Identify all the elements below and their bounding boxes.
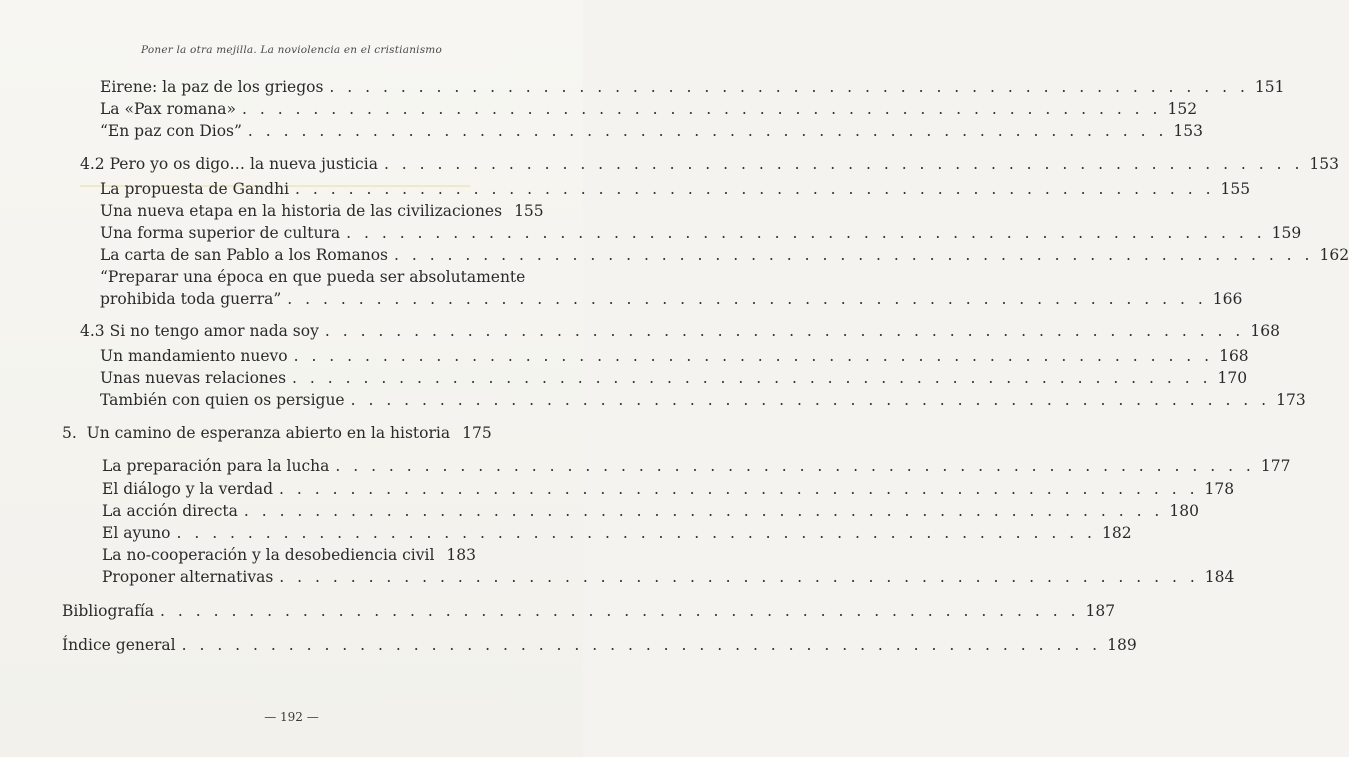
toc-entry-page: 183 [446, 546, 477, 564]
toc-entry-page: 180 [1169, 502, 1199, 520]
toc-backmatter-entry [62, 600, 1116, 622]
leader-dots: . . . . . . . . . . . . . . . . . . . . . . . . . . . . . . . . . . . . . . . . . . . . . . . . . . . . [243, 502, 1164, 520]
leader-dots: . . . . . . . . . . . . . . . . . . . . . . . . . . . . . . . . . . . . . . . . . . . . . . . . . . . . [176, 524, 1096, 542]
toc-entry-label: Índice general [62, 636, 176, 654]
leader-dots: . . . . . . . . . . . . . . . . . . . . . . . . . . . . . . . . . . . . . . . . . . . . . . . . . . . . [287, 290, 1207, 308]
toc-entry-label: Una nueva etapa en la historia de las civilizaciones [100, 202, 503, 220]
toc-entry-label: Unas nuevas relaciones [100, 369, 287, 387]
toc-entry [100, 345, 1249, 367]
leader-dots: . . . . . . . . . . . . . . . . . . . . . . . . . . . . . . . . . . . . . . . . . . . . . . . . . . . . [293, 347, 1214, 365]
toc-entry [100, 120, 1203, 142]
toc-entry-label: Una forma superior de cultura [100, 224, 341, 242]
toc-entry [102, 544, 477, 566]
toc-entry-label-line1: “Preparar una época en que pueda ser absolutamente [100, 268, 526, 286]
toc-entry [102, 478, 1235, 500]
leader-dots: . . . . . . . . . . . . . . . . . . . . . . . . . . . . . . . . . . . . . . . . . . . . . . . . . . . . [279, 568, 1199, 586]
toc-entry-label: prohibida toda guerra” [100, 290, 282, 308]
toc-entry-label: 4.3 Si no tengo amor nada soy [80, 322, 319, 340]
toc-entry-page: 187 [1085, 602, 1116, 620]
toc-entry [102, 455, 1291, 477]
leader-dots: . . . . . . . . . . . . . . . . . . . . . . . . . . . . . . . . . . . . . . . . . . . . . . . . . . . . [295, 180, 1215, 198]
toc-entry-label: El diálogo y la verdad [102, 480, 274, 498]
leader-dots: . . . . . . . . . . . . . . . . . . . . . . . . . . . . . . . . . . . . . . . . . . . . . . . . . . . . [324, 322, 1245, 340]
leader-dots: . . . . . . . . . . . . . . . . . . . . . . . . . . . . . . . . . . . . . . . . . . . . . . . . . . . . [292, 369, 1212, 387]
toc-entry-page: 166 [1212, 290, 1243, 308]
toc-entry [102, 522, 1132, 544]
leader-dots: . . . . . . . . . . . . . . . . . . . . . . . . . . . . . . . . . . . . . . . . . . . . . . . . . . . . [350, 391, 1271, 409]
toc-entry-page: 153 [1173, 122, 1203, 140]
toc-entry-label: La acción directa [102, 502, 238, 520]
leader-dots: . . . . . . . . . . . . . . . . . . . . . . . . . . . . . . . . . . . . . . . . . . . . . . . . . . . . [241, 100, 1162, 118]
page-number: — 192 — [264, 710, 319, 724]
toc-entry-page: 168 [1250, 322, 1280, 340]
toc-entry-label: El ayuno [102, 524, 171, 542]
toc-entry-label: La carta de san Pablo a los Romanos [100, 246, 388, 264]
toc-entry [100, 288, 1243, 310]
leader-dots: . . . . . . . . . . . . . . . . . . . . . . . . . . . . . . . . . . . . . . . . . . . . . . . . . . . . [279, 480, 1199, 498]
toc-entry [100, 200, 544, 222]
leader-dots: . . . . . . . . . . . . . . . . . . . . . . . . . . . . . . . . . . . . . . . . . . . . . . . . . . . . [346, 224, 1266, 242]
toc-entry [102, 566, 1235, 588]
toc-entry-page: 182 [1101, 524, 1132, 542]
toc-entry-page: 152 [1167, 100, 1198, 118]
toc-entry-page: 175 [462, 424, 492, 442]
toc-entry [102, 500, 1199, 522]
toc-entry-label: Proponer alternativas [102, 568, 274, 586]
toc-entry-label: “En paz con Dios” [100, 122, 242, 140]
toc-entry-page: 173 [1276, 391, 1306, 409]
toc-entry-label: También con quien os persigue [100, 391, 345, 409]
toc-entry-label: 4.2 Pero yo os digo… la nueva justicia [80, 155, 378, 173]
toc-entry-page: 178 [1204, 480, 1235, 498]
toc-entry-page: 162 [1319, 246, 1349, 264]
toc-entry-label: 5. Un camino de esperanza abierto en la historia [62, 424, 451, 442]
toc-entry-label: Eirene: la paz de los griegos [100, 78, 324, 96]
leader-dots: . . . . . . . . . . . . . . . . . . . . . . . . . . . . . . . . . . . . . . . . . . . . . . . . . . . . [181, 636, 1102, 654]
toc-entry-page: 155 [514, 202, 544, 220]
toc-entry-label: La no-cooperación y la desobediencia civil [102, 546, 435, 564]
toc-entry [100, 222, 1302, 244]
toc-entry-label: Un mandamiento nuevo [100, 347, 288, 365]
toc-entry-label: La preparación para la lucha [102, 457, 330, 475]
toc-entry [100, 367, 1248, 389]
toc-entry-label: La «Pax romana» [100, 100, 236, 118]
toc-entry-label: La propuesta de Gandhi [100, 180, 290, 198]
toc-entry-page: 153 [1309, 155, 1340, 173]
toc-entry-page: 177 [1260, 457, 1291, 475]
toc-entry-page: 184 [1204, 568, 1235, 586]
toc-entry [100, 389, 1306, 411]
toc-entry-page: 159 [1271, 224, 1302, 242]
toc-entry-page: 189 [1107, 636, 1137, 654]
leader-dots: . . . . . . . . . . . . . . . . . . . . . . . . . . . . . . . . . . . . . . . . . . . . . . . . . . . . [247, 122, 1168, 140]
toc-backmatter-entry [62, 634, 1137, 656]
leader-dots: . . . . . . . . . . . . . . . . . . . . . . . . . . . . . . . . . . . . . . . . . . . . . . . . . . . . [160, 602, 1080, 620]
leader-dots: . . . . . . . . . . . . . . . . . . . . . . . . . . . . . . . . . . . . . . . . . . . . . . . . . . . . [393, 246, 1314, 264]
toc-chapter-heading [62, 422, 492, 444]
toc-entry [100, 76, 1285, 98]
toc-section-heading [80, 153, 1340, 175]
leader-dots: . . . . . . . . . . . . . . . . . . . . . . . . . . . . . . . . . . . . . . . . . . . . . . . . . . . . [383, 155, 1304, 173]
toc-entry-label: Bibliografía [62, 602, 155, 620]
toc-entry-page: 155 [1220, 180, 1251, 198]
toc-entry-page: 151 [1254, 78, 1285, 96]
toc-section-heading [80, 320, 1280, 342]
toc-entry [100, 98, 1198, 120]
leader-dots: . . . . . . . . . . . . . . . . . . . . . . . . . . . . . . . . . . . . . . . . . . . . . . . . . . . . [335, 457, 1255, 475]
running-head: Poner la otra mejilla. La noviolencia en el cristianismo [141, 44, 442, 56]
toc-entry-page: 168 [1219, 347, 1249, 365]
toc-entry [100, 178, 1251, 200]
leader-dots: . . . . . . . . . . . . . . . . . . . . . . . . . . . . . . . . . . . . . . . . . . . . . . . . . . . . [329, 78, 1249, 96]
toc-entry [100, 244, 1349, 266]
toc-entry-page: 170 [1217, 369, 1248, 387]
